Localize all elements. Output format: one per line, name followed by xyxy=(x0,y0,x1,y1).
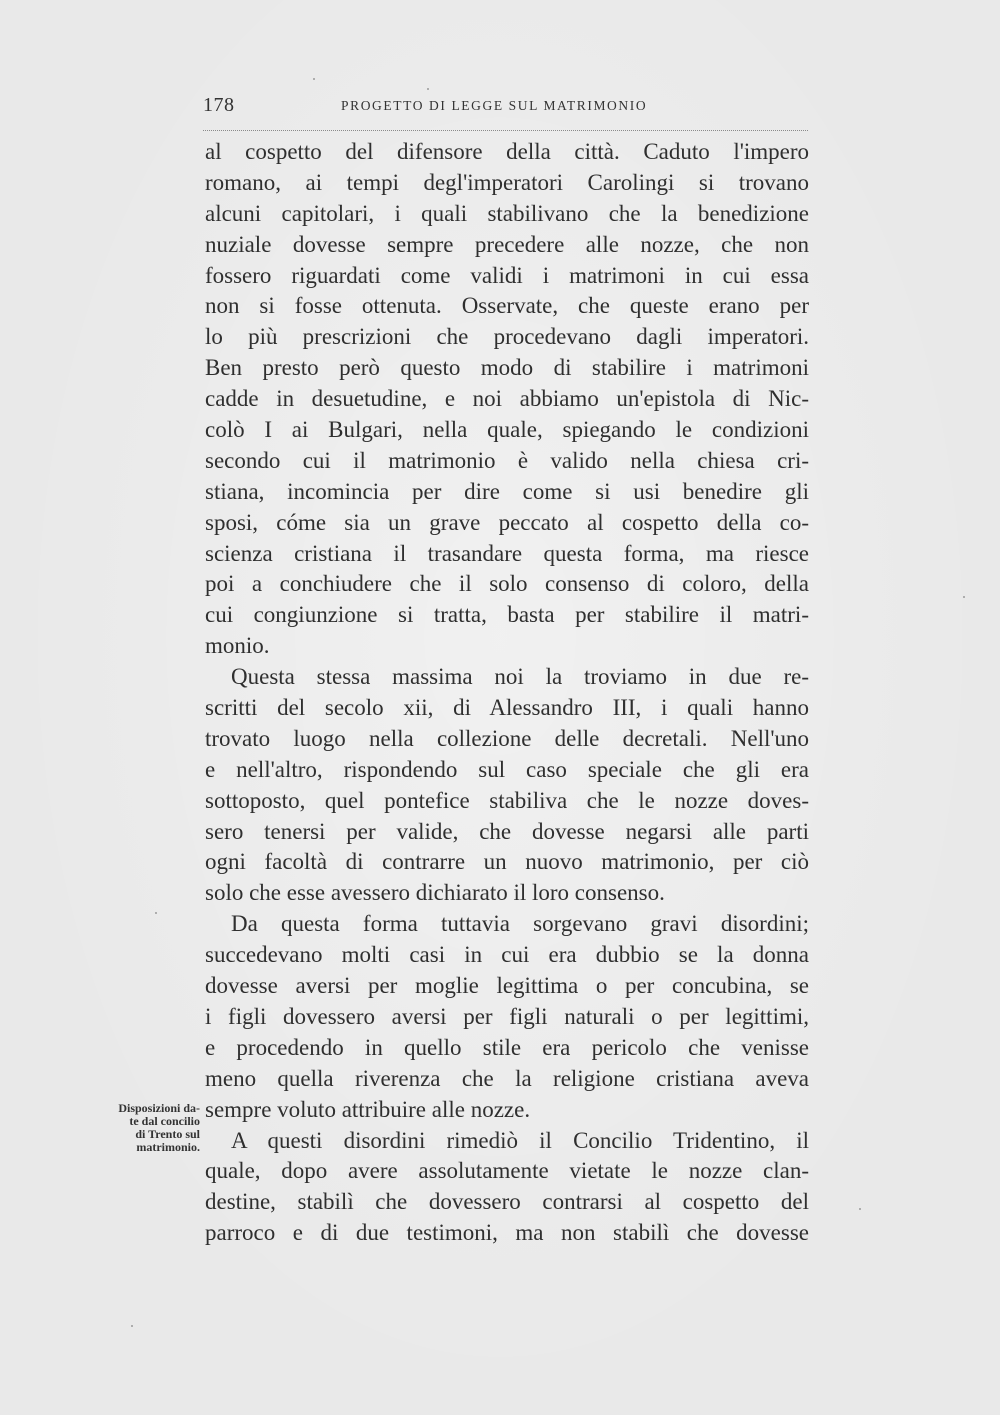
text-line: quale, dopo avere assolutamente vietate le nozze clan- xyxy=(205,1158,809,1184)
text-line: parroco e di due testimoni, ma non stabilì che dovesse xyxy=(205,1220,809,1246)
page-number: 178 xyxy=(203,94,235,116)
body-text xyxy=(205,137,809,1249)
text-line: destine, stabilì che dovessero contrarsi al cospetto del xyxy=(205,1189,809,1215)
text-line: ogni facoltà di contrarre un nuovo matrimonio, per ciò xyxy=(205,849,809,875)
text-line: secondo cui il matrimonio è valido nella chiesa cri- xyxy=(205,447,809,473)
running-title: PROGETTO DI LEGGE SUL MATRIMONIO xyxy=(341,98,648,113)
text-line: Questa stessa massima noi la troviamo in due re- xyxy=(231,664,809,690)
text-line: e nell'altro, rispondendo sul caso speciale che gli era xyxy=(205,756,809,782)
text-line: sottoposto, quel pontefice stabiliva che le nozze doves- xyxy=(205,787,809,813)
margin-note-line: te dal concilio xyxy=(129,1114,200,1128)
text-line: A questi disordini rimediò il Concilio Tridentino, il xyxy=(231,1127,809,1153)
text-line: sero tenersi per valide, che dovesse negarsi alle parti xyxy=(205,818,809,844)
text-line: meno quella riverenza che la religione cristiana aveva xyxy=(205,1065,809,1091)
margin-note-line: Disposizioni da- xyxy=(118,1101,200,1115)
paper-speck xyxy=(963,596,965,598)
text-line: poi a conchiudere che il solo consenso di coloro, della xyxy=(205,571,809,597)
text-line: al cospetto del difensore della città. Caduto l'impero xyxy=(205,139,809,164)
text-line: scienza cristiana il trasandare questa forma, ma riesce xyxy=(205,540,809,566)
paper-speck xyxy=(427,88,429,90)
text-line: nuziale dovesse sempre precedere alle nozze, che non xyxy=(205,231,809,257)
text-line: cadde in desuetudine, e noi abbiamo un'epistola di Nic- xyxy=(205,386,809,412)
text-line: Da questa forma tuttavia sorgevano gravi disordini; xyxy=(231,911,809,937)
text-line: Ben presto però questo modo di stabilire i matrimoni xyxy=(205,355,809,381)
paper-speck xyxy=(859,1208,861,1210)
paper-speck xyxy=(313,78,315,80)
text-line: non si fosse ottenuta. Osservate, che queste erano per xyxy=(205,293,809,319)
text-line: scritti del secolo xii, di Alessandro III, i quali hanno xyxy=(205,695,809,721)
text-line: monio. xyxy=(205,633,270,659)
text-line: romano, ai tempi degl'imperatori Carolingi si trovano xyxy=(205,169,809,195)
text-line: succedevano molti casi in cui era dubbio se la donna xyxy=(205,942,809,968)
text-line: colò I ai Bulgari, nella quale, spiegando le condizioni xyxy=(205,417,809,443)
text-line: dovesse aversi per moglie legittima o per concubina, se xyxy=(205,973,809,999)
text-line: solo che esse avessero dichiarato il loro consenso. xyxy=(205,880,665,906)
text-line: stiana, incomincia per dire come si usi benedire gli xyxy=(205,478,809,504)
paper-speck xyxy=(155,912,157,914)
header-rule xyxy=(203,130,808,131)
margin-note-line: di Trento sul xyxy=(135,1127,200,1141)
text-line: i figli dovessero aversi per figli naturali o per legittimi, xyxy=(205,1003,809,1029)
text-line: cui congiunzione si tratta, basta per stabilire il matri- xyxy=(205,602,809,628)
margin-note-line: matrimonio. xyxy=(136,1140,200,1154)
text-line: lo più prescrizioni che procedevano dagli imperatori. xyxy=(205,324,809,350)
text-line: alcuni capitolari, i quali stabilivano che la benedizione xyxy=(205,200,809,226)
text-line: sposi, cóme sia un grave peccato al cospetto della co- xyxy=(205,509,809,535)
text-line: trovato luogo nella collezione delle decretali. Nell'uno xyxy=(205,725,809,751)
paper-speck xyxy=(131,1325,133,1327)
text-line: fossero riguardati come validi i matrimoni in cui essa xyxy=(205,262,809,288)
margin-note xyxy=(90,1102,200,1154)
text-line: e procedendo in quello stile era pericolo che venisse xyxy=(205,1034,809,1060)
running-head xyxy=(203,94,808,128)
text-line: sempre voluto attribuire alle nozze. xyxy=(205,1096,531,1122)
